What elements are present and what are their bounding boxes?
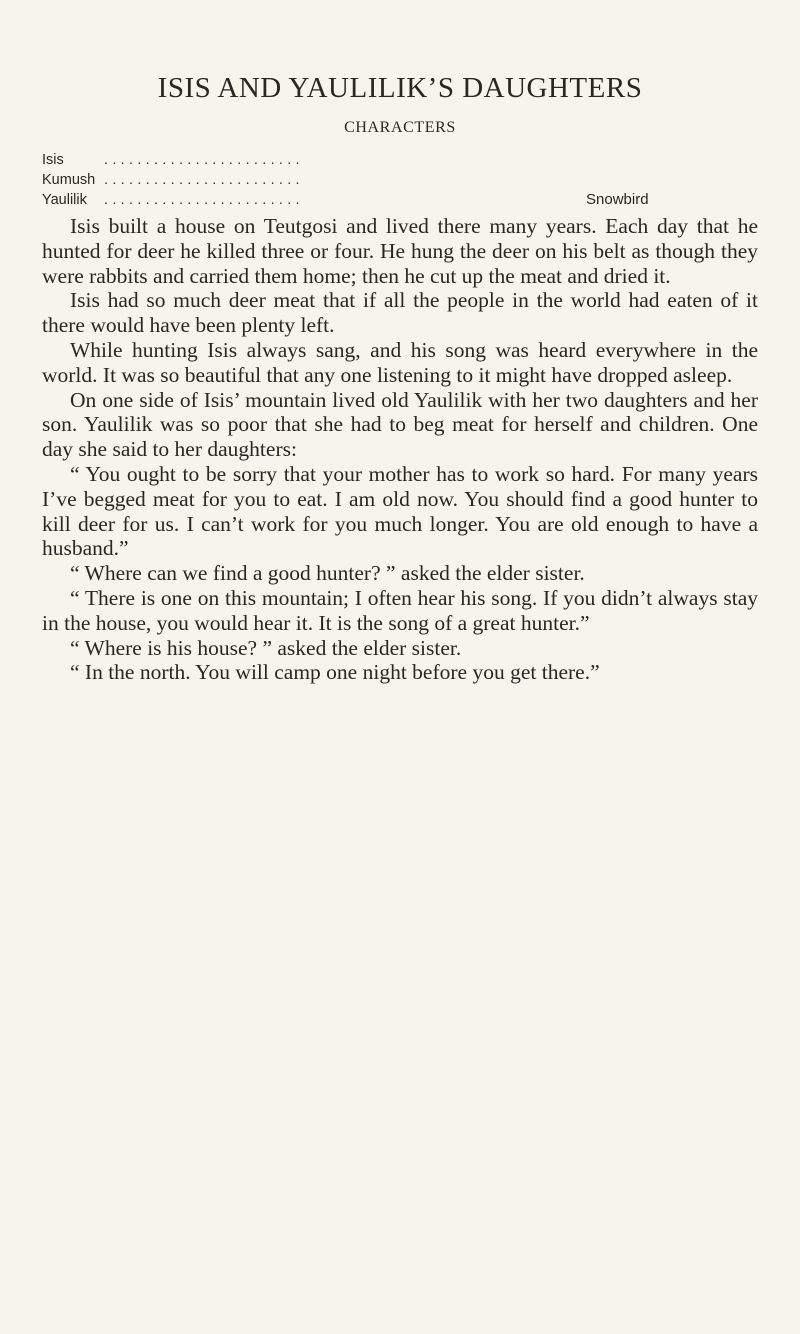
paragraph: “ In the north. You will camp one night before you get there.”: [70, 660, 600, 685]
paragraph: Isis had so much deer meat that if all the people in the world had eaten of it there would have been plenty left.: [42, 288, 758, 338]
paragraph: “ You ought to be sorry that your mother has to work so hard. For many years I’ve begged meat for you to eat. I am old now. You should find a good hunter to kill deer for us. I can’t work for you much longer. You are old enough to have a husband.”: [42, 461, 758, 561]
story-text: [42, 214, 758, 685]
paragraph: “ Where can we find a good hunter? ” asked the elder sister.: [70, 561, 585, 586]
cast-name: Kumush: [42, 172, 96, 188]
book-page: [42, 0, 758, 1334]
characters-heading: CHARACTERS: [344, 119, 456, 136]
cast-row: [42, 150, 758, 170]
cast-role: Snowbird: [586, 191, 649, 208]
cast-name: Yaulilik: [42, 192, 87, 208]
cast-leader-dots: ........................: [104, 192, 304, 208]
paragraph: On one side of Isis’ mountain lived old Yaulilik with her two daughters and her son. Yaulilik was so poor that she had to beg meat for herself and children. One day she said to her daughters:: [42, 387, 758, 462]
page-title: ISIS AND YAULILIK’S DAUGHTERS: [157, 72, 643, 104]
paragraph: “ There is one on this mountain; I often hear his song. If you didn’t always stay in the house, you would hear it. It is the song of a great hunter.”: [42, 585, 758, 635]
cast-list: [42, 150, 758, 210]
cast-name: Isis: [42, 152, 64, 168]
paragraph: “ Where is his house? ” asked the elder sister.: [70, 635, 462, 660]
paragraph: While hunting Isis always sang, and his song was heard everywhere in the world. It was so beautiful that any one listening to it might have dropped asleep.: [42, 337, 758, 387]
cast-leader-dots: ........................: [104, 152, 304, 168]
cast-row: [42, 170, 758, 190]
paragraph: Isis built a house on Teutgosi and lived there many years. Each day that he hunted for deer he killed three or four. He hung the deer on his belt as though they were rabbits and carried them home; then he cut up the meat and dried it.: [42, 214, 758, 288]
cast-row: [42, 190, 758, 210]
cast-leader-dots: ........................: [104, 172, 304, 188]
